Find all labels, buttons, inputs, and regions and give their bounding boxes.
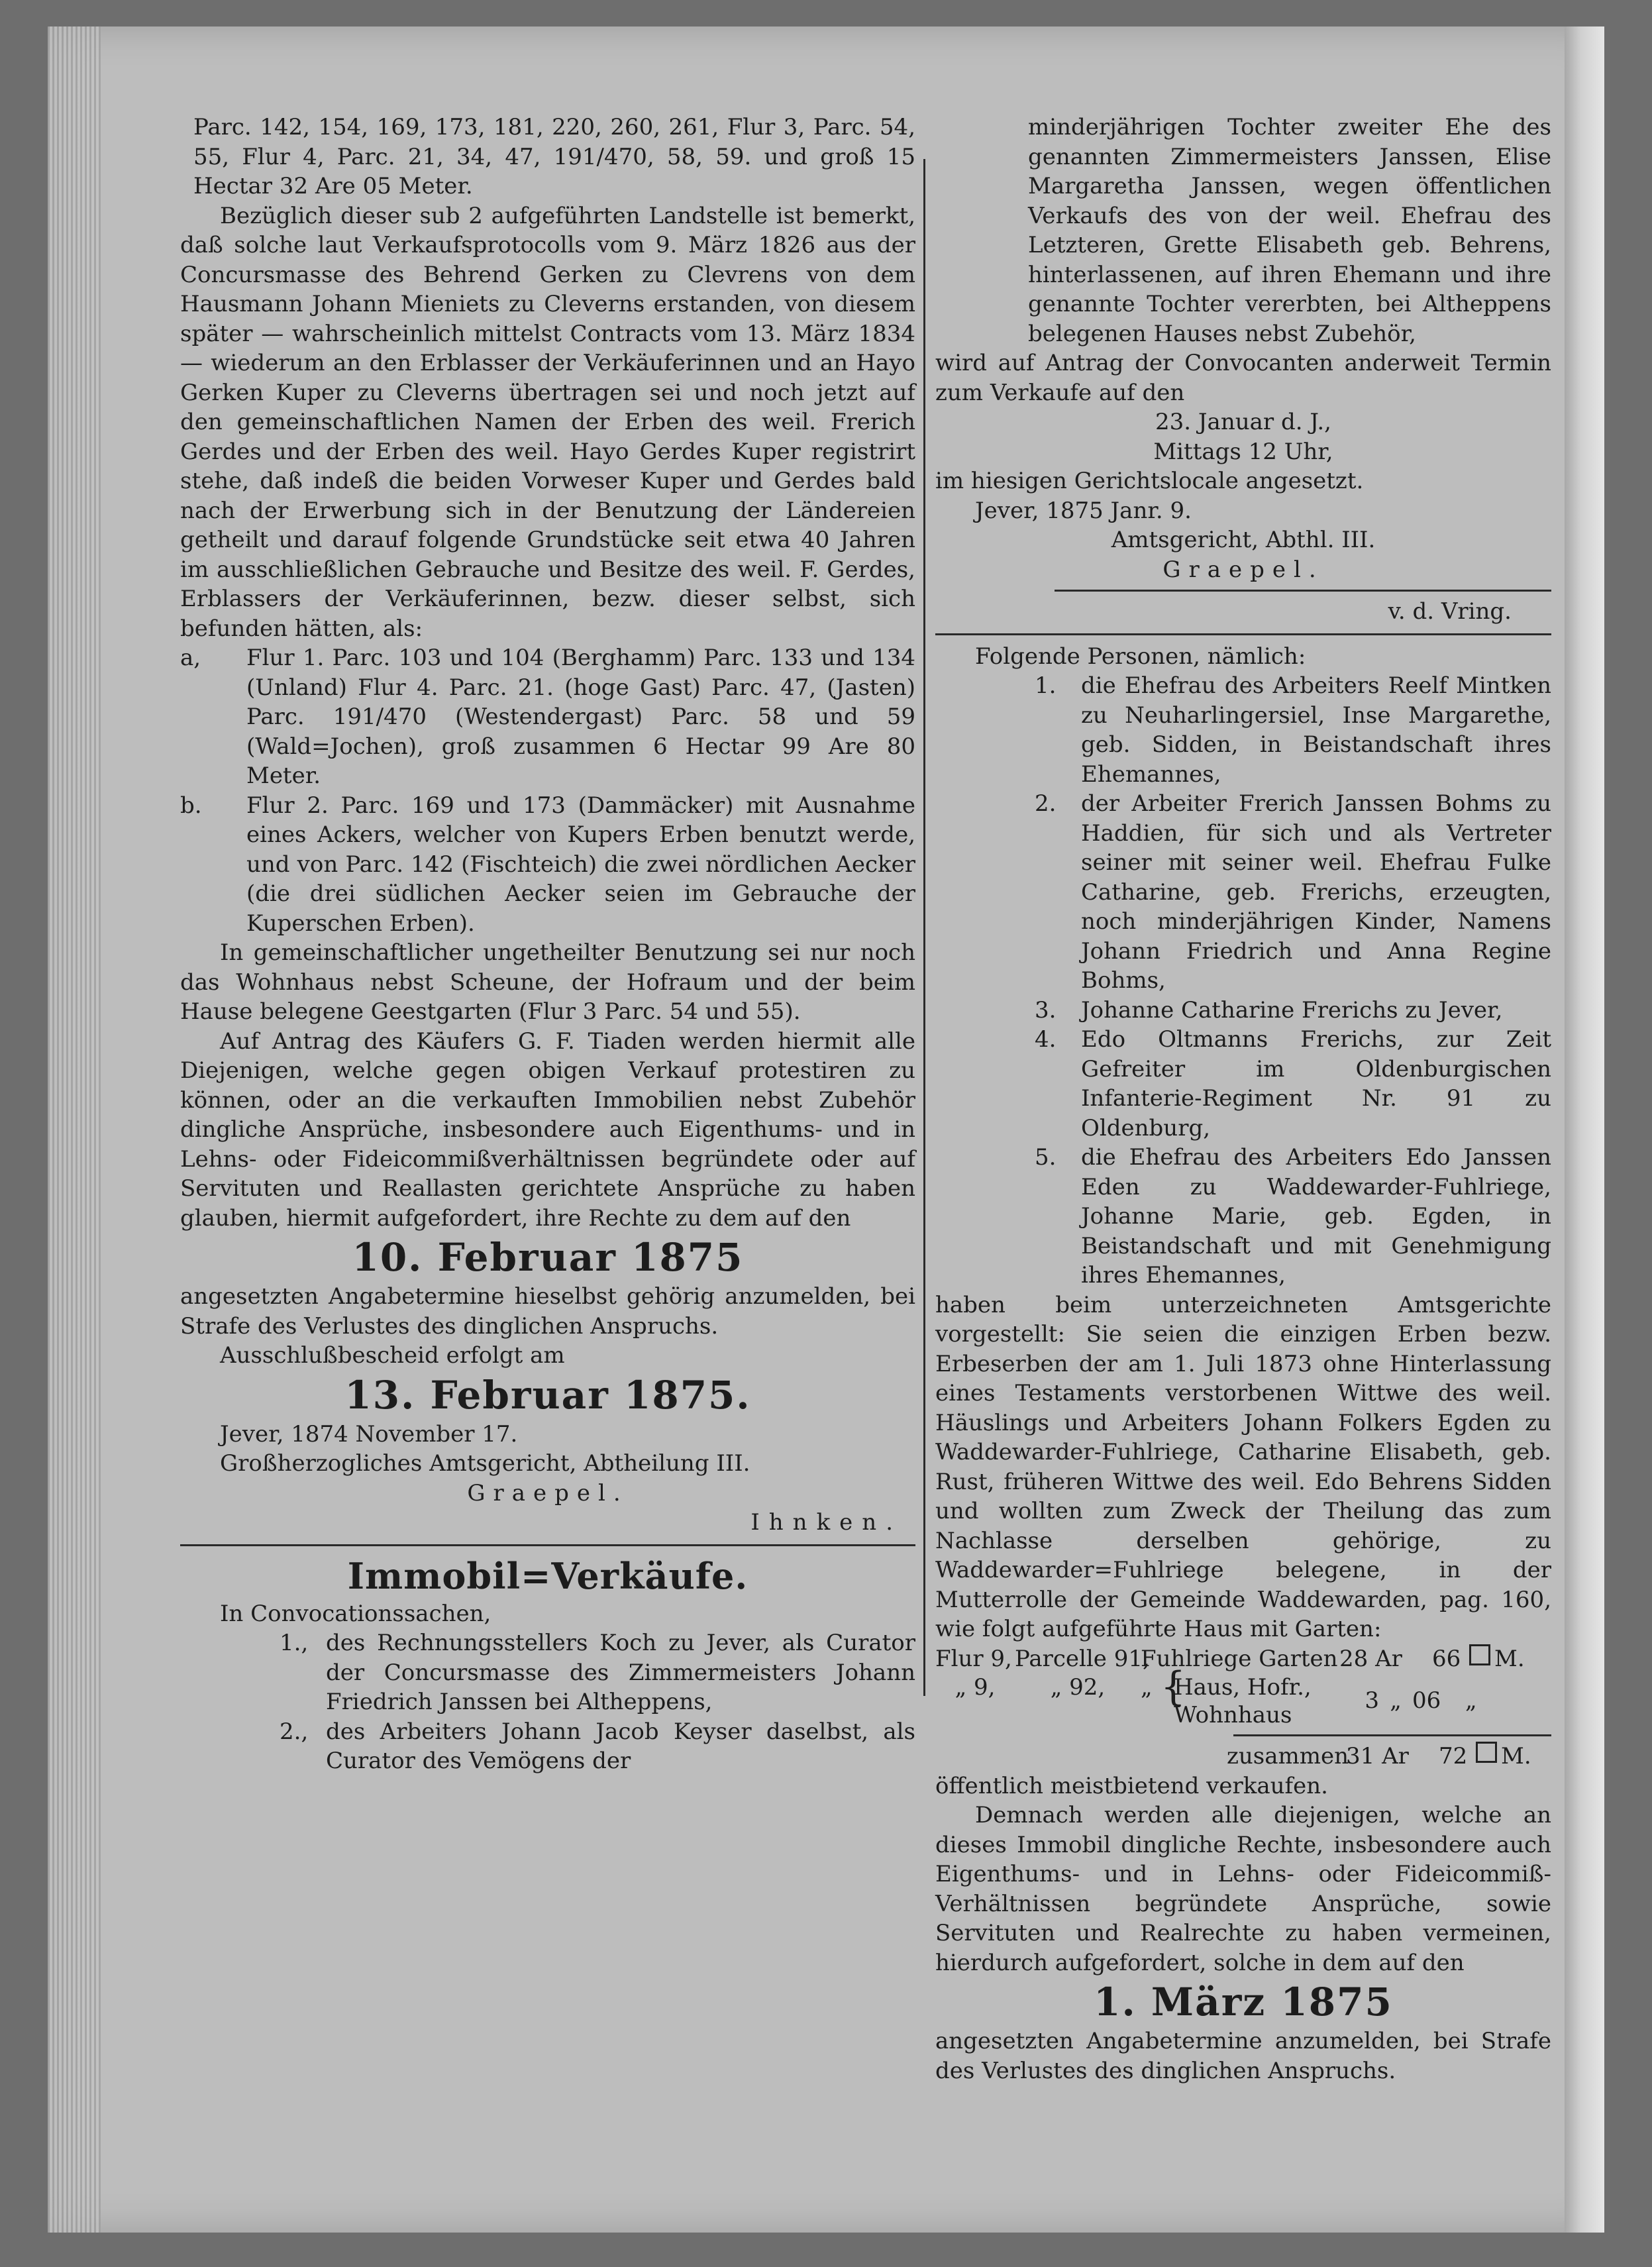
paragraph-landstelle: Bezüglich dieser sub 2 aufgeführten Landstelle ist bemerkt, daß solche laut Verkaufsprotocolls vom 9. März 1826 aus der Concursmasse des Behrend Gerken zu Clevrens von dem Hausmann Johann Mieniets zu Cleverns erstanden, von diesem später — wahrscheinlich mittelst Contracts vom 13. März 1834 — wiederum an den Erblasser der Verkäuferinnen und an Hayo Gerken Kuper zu Cleverns übertragen sei und noch jetzt auf den gemeinschaftlichen Namen der Erben des weil. Frerich Gerdes und der Erben des weil. Hayo Gerdes Kuper registrirt stehe, daß indeß die beiden Vorweser Kuper und Gerdes bald nach der Erwerbung sich in der Benutzung der Ländereien getheilt und darauf folgende Grundstücke seit etwa 40 Jahren im ausschließlichen Gebrauche und Besitze des weil. F. Gerdes, Erblassers der Verkäuferinnen, bezw. dieser selbst, sich befunden hätten, als:: [180, 202, 915, 642]
square-symbol: [1476, 1742, 1497, 1763]
person-3-text: Johanne Catharine Frerichs zu Jever,: [1081, 996, 1503, 1024]
qm-cell: 06: [1412, 1687, 1441, 1714]
person-5: [935, 1143, 1551, 1291]
item-a-label: a,: [180, 645, 201, 671]
paragraph-angabetermine: angesetzten Angabetermine hieselbst gehörig anzumelden, bei Strafe des Verlustes des dinglichen Anspruchs.: [180, 1283, 915, 1340]
signature-ihnken: Ihnken.: [750, 1509, 902, 1536]
square-symbol: [1469, 1644, 1490, 1665]
total-unit: M.: [1501, 1743, 1531, 1769]
newspaper-page: [48, 26, 1604, 2233]
flur-cell: „ 9,: [955, 1674, 996, 1701]
person-3: [935, 996, 1551, 1026]
person-2: [935, 789, 1551, 996]
signature-rule: [1055, 590, 1551, 592]
page-left-edge: [48, 26, 101, 2233]
desc-cell: Fuhlriege Garten: [1141, 1645, 1338, 1672]
court-name: Großherzogliches Amtsgericht, Abtheilung III.: [220, 1450, 750, 1477]
item-2-label: 2.,: [280, 1718, 309, 1745]
person-5-text: die Ehefrau des Arbeiters Edo Janssen Eden zu Waddewarder-Fuhlriege, Johanne Marie, geb. Egden, in Beistandschaft und mit Genehmigung ihres Ehemannes,: [1081, 1144, 1551, 1289]
unit-cell: M.: [1494, 1645, 1525, 1672]
date-13-februar: 13. Februar 1875.: [344, 1372, 751, 1418]
paragraph-personen: Folgende Personen, nämlich:: [975, 643, 1306, 670]
place-date-right: Jever, 1875 Janr. 9.: [975, 497, 1192, 524]
item-a: [180, 643, 915, 791]
signature-vring: v. d. Vring.: [1388, 598, 1512, 625]
item-1: [180, 1628, 915, 1717]
item-2: [180, 1717, 915, 1776]
total-qm: 72: [1439, 1743, 1468, 1769]
person-2-text: der Arbeiter Frerich Janssen Bohms zu Haddien, für sich und als Vertreter seiner mit seiner weil. Ehefrau Fulke Catharine, geb. Frerichs, erzeugten, noch minderjährigen Kinder, Namens Johann Friedrich und Anna Regine Bohms,: [1081, 790, 1551, 994]
parcelle-cell: „ 92,: [1050, 1674, 1106, 1701]
table-sum-rule: [1233, 1734, 1551, 1736]
signature-graepel: Graepel.: [467, 1479, 629, 1506]
item-2-text: des Arbeiters Johann Jacob Keyser daselbst, als Curator des Vemögens der: [326, 1718, 915, 1774]
parcel-row-total: [935, 1742, 1551, 1771]
item-b-text: Flur 2. Parc. 169 und 173 (Dammäcker) mit Ausnahme eines Ackers, welcher von Kupers Erben benutzt werde, und von Parc. 142 (Fischteich) die zwei nördlichen Aecker (die drei südlichen Aecker seien im Gebrauche der Kuperschen Erben).: [246, 792, 915, 937]
section-rule-right: [935, 633, 1551, 635]
item-1-text: des Rechnungsstellers Koch zu Jever, als Curator der Concursmasse des Zimmermeisters Johann Friedrich Janssen bei Altheppens,: [326, 1630, 915, 1715]
column-divider: [923, 159, 925, 1696]
total-ar: 31 Ar: [1346, 1743, 1409, 1769]
item-b: [180, 791, 915, 939]
paragraph-convocation: In Convocationssachen,: [220, 1600, 491, 1627]
person-4-text: Edo Oltmanns Frerichs, zur Zeit Gefreiter im Oldenburgischen Infanterie-Regiment Nr. 91 zu Oldenburg,: [1081, 1026, 1551, 1141]
ar-ditto-cell: „: [1390, 1687, 1402, 1714]
ar-cell: 3: [1365, 1687, 1379, 1714]
court-name-right: Amtsgericht, Abthl. III.: [1111, 527, 1376, 553]
person-4-label: 4.: [1035, 1026, 1057, 1053]
brace-symbol: {: [1161, 1663, 1186, 1710]
place-date: Jever, 1874 November 17.: [220, 1420, 518, 1448]
paragraph-benutzung: In gemeinschaftlicher ungetheilter Benutzung sei nur noch das Wohnhaus nebst Scheune, der Hofraum und der beim Hause belegene Geestgarten (Flur 3 Parc. 54 und 55).: [180, 939, 915, 1025]
unit-cell: „: [1465, 1687, 1477, 1714]
time-mittags: Mittags 12 Uhr,: [1153, 438, 1333, 465]
flur-cell: Flur 9,: [935, 1645, 1012, 1672]
page-right-edge: [1565, 26, 1604, 2233]
person-4: [935, 1025, 1551, 1143]
parcel-list: Parc. 142, 154, 169, 173, 181, 220, 260, 261, Flur 3, Parc. 54, 55, Flur 4, Parc. 21, 34, 47, 191/470, 58, 59. und groß 15 Hectar 32 Are 05 Meter.: [193, 114, 915, 199]
person-1-label: 1.: [1035, 672, 1057, 699]
parcel-row-1: [935, 1644, 1551, 1674]
person-1: [935, 671, 1551, 789]
paragraph-demnach: Demnach werden alle diejenigen, welche an dieses Immobil dingliche Rechte, insbesondere auch Eigenthums- und in Lehns- oder Fideicommiß-Verhältnissen begründete Ansprüche, sowie Servituten und Realrechte zu haben vermeinen, hierdurch aufgefordert, solche in dem auf den: [935, 1802, 1551, 1976]
parcel-row-2: [935, 1663, 1551, 1729]
person-2-label: 2.: [1035, 790, 1057, 817]
qm-cell: 66: [1432, 1645, 1461, 1672]
paragraph-antrag-convocanten: wird auf Antrag der Convocanten anderweit Termin zum Verkaufe auf den: [935, 350, 1551, 406]
section-rule: [180, 1544, 915, 1546]
paragraph-ausschluss: Ausschlußbescheid erfolgt am: [220, 1342, 565, 1369]
ditto-cell: „: [1141, 1674, 1153, 1701]
date-23-januar: 23. Januar d. J.,: [1155, 409, 1331, 435]
item-1-label: 1.,: [280, 1630, 309, 1656]
person-3-label: 3.: [1035, 996, 1057, 1024]
desc-cell: [1174, 1673, 1339, 1729]
right-column: [935, 113, 1551, 2085]
paragraph-gerichtslocale: im hiesigen Gerichtslocale angesetzt.: [935, 468, 1364, 494]
person-1-text: die Ehefrau des Arbeiters Reelf Mintken zu Neuharlingersiel, Inse Margarethe, geb. Sidden, in Beistandschaft ihres Ehemannes,: [1081, 672, 1551, 788]
total-label: zusammen: [1227, 1743, 1349, 1769]
paragraph-tochter: minderjährigen Tochter zweiter Ehe des genannten Zimmermeisters Janssen, Elise Margaretha Janssen, wegen öffentlichen Verkaufs des von der weil. Ehefrau des Letzteren, Grette Elisabeth geb. Behrens, hinterlassenen, auf ihren Ehemann und ihre genannte Tochter vererbten, bei Altheppens belegenen Hauses nebst Zubehör,: [1028, 114, 1551, 347]
signature-graepel-right: Graepel.: [1162, 556, 1324, 583]
desc-a: Haus, Hofr.,: [1174, 1674, 1312, 1701]
item-b-label: b.: [180, 792, 202, 819]
paragraph-angabetermine-right: angesetzten Angabetermine anzumelden, bei Strafe des Verlustes des dinglichen Anspruchs.: [935, 2028, 1551, 2084]
item-a-text: Flur 1. Parc. 103 und 104 (Berghamm) Parc. 133 und 134 (Unland) Flur 4. Parc. 21. (hoge Gast) Parc. 47, (Jasten) Parc. 191/470 (Westendergast) Parc. 58 und 59 (Wald=Jochen), groß zusammen 6 Hectar 99 Are 80 Meter.: [246, 645, 915, 789]
paragraph-erben: haben beim unterzeichneten Amtsgerichte vorgestellt: Sie seien die einzigen Erben bezw. Erbeserben der am 1. Juli 1873 ohne Hinterlassung eines Testaments verstorbenen Wittwe des weil. Häuslings und Arbeiters Johann Folkers Egden zu Waddewarder-Fuhlriege, Catharine Elisabeth, geb. Rust, früheren Wittwe des weil. Edo Behrens Sidden und wollten zum Zweck der Theilung das zum Nachlasse derselben gehörige, zu Waddewarder=Fuhlriege belegene, in der Mutterrolle der Gemeinde Waddewarden, pag. 160, wie folgt aufgeführte Haus mit Garten:: [935, 1291, 1551, 1642]
section-heading: Immobil=Verkäufe.: [347, 1554, 749, 1597]
left-column: [180, 113, 915, 1776]
person-5-label: 5.: [1035, 1144, 1057, 1171]
date-1-maerz: 1. März 1875: [1094, 1979, 1393, 2025]
paragraph-antrag: Auf Antrag des Käufers G. F. Tiaden werden hiermit alle Diejenigen, welche gegen obigen Verkauf protestiren zu können, oder an die verkauften Immobilien nebst Zubehör dingliche Ansprüche, insbesondere auch Eigenthums- und in Lehns- oder Fideicommißverhältnissen begründete oder auf Servituten und Reallasten gerichtete Ansprüche zu haben glauben, hiermit aufgefordert, ihre Rechte zu dem auf den: [180, 1028, 915, 1232]
parcelle-cell: Parcelle 91,: [1015, 1645, 1150, 1672]
date-10-februar: 10. Februar 1875: [352, 1235, 744, 1280]
ar-cell: 28 Ar: [1339, 1645, 1402, 1672]
paragraph-verkaufen: öffentlich meistbietend verkaufen.: [935, 1772, 1328, 1799]
desc-b: Wohnhaus: [1174, 1702, 1292, 1728]
